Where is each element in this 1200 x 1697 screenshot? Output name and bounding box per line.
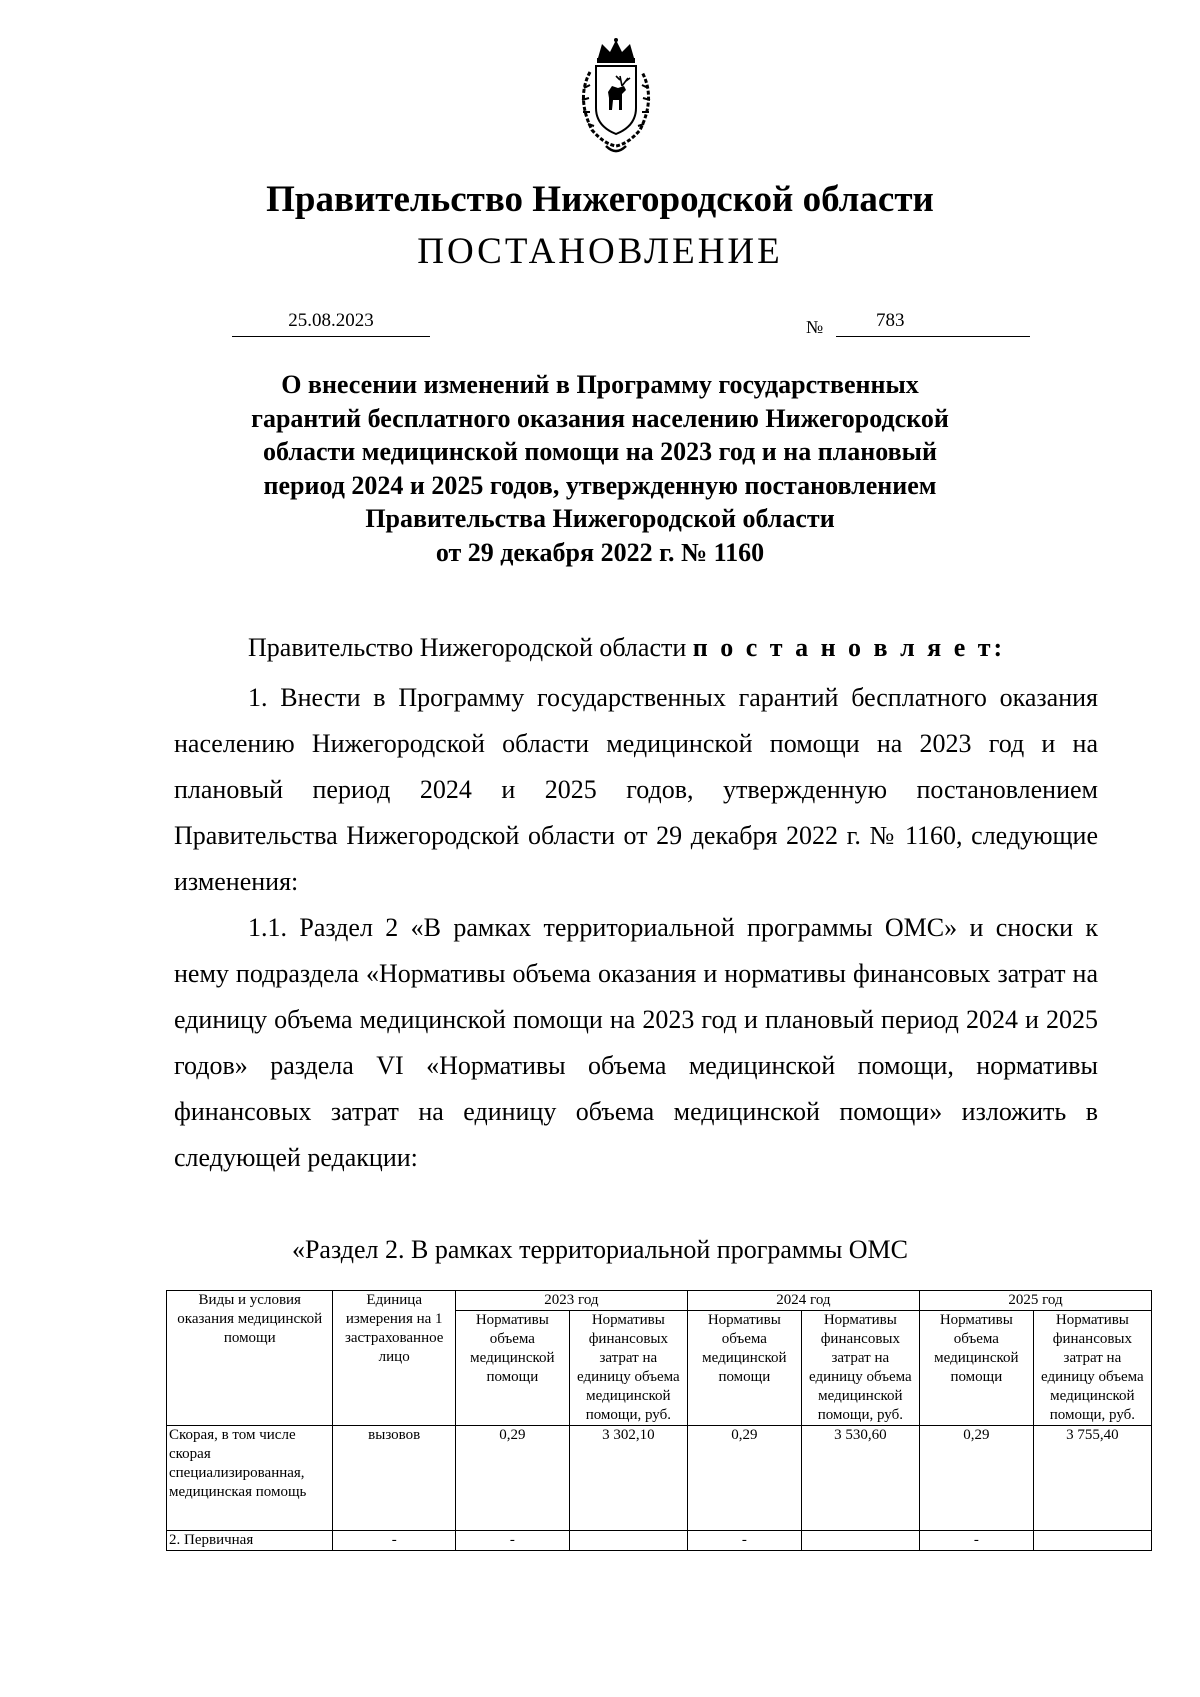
header-volume: Нормативы объема медицинской помощи	[455, 1311, 569, 1426]
preamble-text: Правительство Нижегородской области	[248, 633, 693, 662]
cell-value	[1033, 1531, 1151, 1551]
cell-type: 2. Первичная	[167, 1531, 333, 1551]
decree-date: 25.08.2023	[232, 308, 430, 337]
cell-value	[569, 1531, 687, 1551]
subject-line: Правительства Нижегородской области	[365, 504, 835, 534]
cell-value: 3 302,10	[569, 1426, 687, 1531]
cell-unit: вызовов	[333, 1426, 455, 1531]
header-volume: Нормативы объема медицинской помощи	[919, 1311, 1033, 1426]
subject-line: О внесении изменений в Программу государственных	[281, 370, 919, 399]
decree-body	[174, 675, 1098, 1181]
header-cost: Нормативы финансовых затрат на единицу объема медицинской помощи, руб.	[1033, 1311, 1151, 1426]
decree-subject	[200, 368, 1000, 570]
subject-line: период 2024 и 2025 годов, утвержденную постановлением	[263, 470, 937, 500]
cell-value: 3 755,40	[1033, 1426, 1151, 1531]
subject-line: от 29 декабря 2022 г. № 1160	[435, 537, 765, 567]
table-row	[167, 1426, 1152, 1531]
header-types: Виды и условия оказания медицинской помощи	[167, 1291, 333, 1426]
header-year-2023: 2023 год	[455, 1291, 687, 1311]
paragraph-1: 1. Внести в Программу государственных гарантий бесплатного оказания населению Нижегородской области медицинской помощи на 2023 год и на плановый период 2024 и 2025 годов, утвержденную постановлением Правительства Нижегородской области от 29 декабря 2022 г. № 1160, следующие изменения:	[174, 683, 1098, 896]
preamble	[248, 628, 1005, 668]
decree-number-field	[836, 308, 1030, 337]
header-year-2025: 2025 год	[919, 1291, 1151, 1311]
subject-line: области медицинской помощи на 2023 год и на плановый	[263, 437, 937, 467]
cell-value	[801, 1531, 919, 1551]
government-title: Правительство Нижегородской области	[266, 179, 934, 220]
subject-line: гарантий бесплатного оказания населению Нижегородской	[251, 403, 949, 433]
cell-value: 0,29	[919, 1426, 1033, 1531]
cell-value: 0,29	[687, 1426, 801, 1531]
cell-value: -	[919, 1531, 1033, 1551]
header-volume: Нормативы объема медицинской помощи	[687, 1311, 801, 1426]
header-cost: Нормативы финансовых затрат на единицу объема медицинской помощи, руб.	[569, 1311, 687, 1426]
cell-unit: -	[333, 1531, 455, 1551]
cell-value: -	[455, 1531, 569, 1551]
decree-number: 783	[876, 310, 905, 331]
header-year-2024: 2024 год	[687, 1291, 919, 1311]
header-unit: Единица измерения на 1 застрахованное лицо	[333, 1291, 455, 1426]
number-sign: №	[806, 317, 824, 337]
cell-value: -	[687, 1531, 801, 1551]
document-type: ПОСТАНОВЛЕНИЕ	[417, 231, 783, 272]
cell-type: Скорая, в том числе скорая специализированная, медицинская помощь	[167, 1426, 333, 1531]
cell-value: 0,29	[455, 1426, 569, 1531]
section-heading: «Раздел 2. В рамках территориальной программы ОМС	[291, 1235, 909, 1264]
table-row	[167, 1531, 1152, 1551]
coat-of-arms-icon	[566, 38, 666, 158]
cell-value: 3 530,60	[801, 1426, 919, 1531]
preamble-emphasis: п о с т а н о в л я е т:	[692, 633, 1006, 662]
paragraph-1-1: 1.1. Раздел 2 «В рамках территориальной программы ОМС» и сноски к нему подраздела «Нормативы объема оказания и нормативы финансовых затрат на единицу объема медицинской помощи на 2023 год и плановый период 2024 и 2025 годов» раздела VI «Нормативы объема медицинской помощи, нормативы финансовых затрат на единицу объема медицинской помощи» изложить в следующей редакции:	[174, 913, 1098, 1172]
norms-table	[166, 1290, 1152, 1551]
header-cost: Нормативы финансовых затрат на единицу объема медицинской помощи, руб.	[801, 1311, 919, 1426]
